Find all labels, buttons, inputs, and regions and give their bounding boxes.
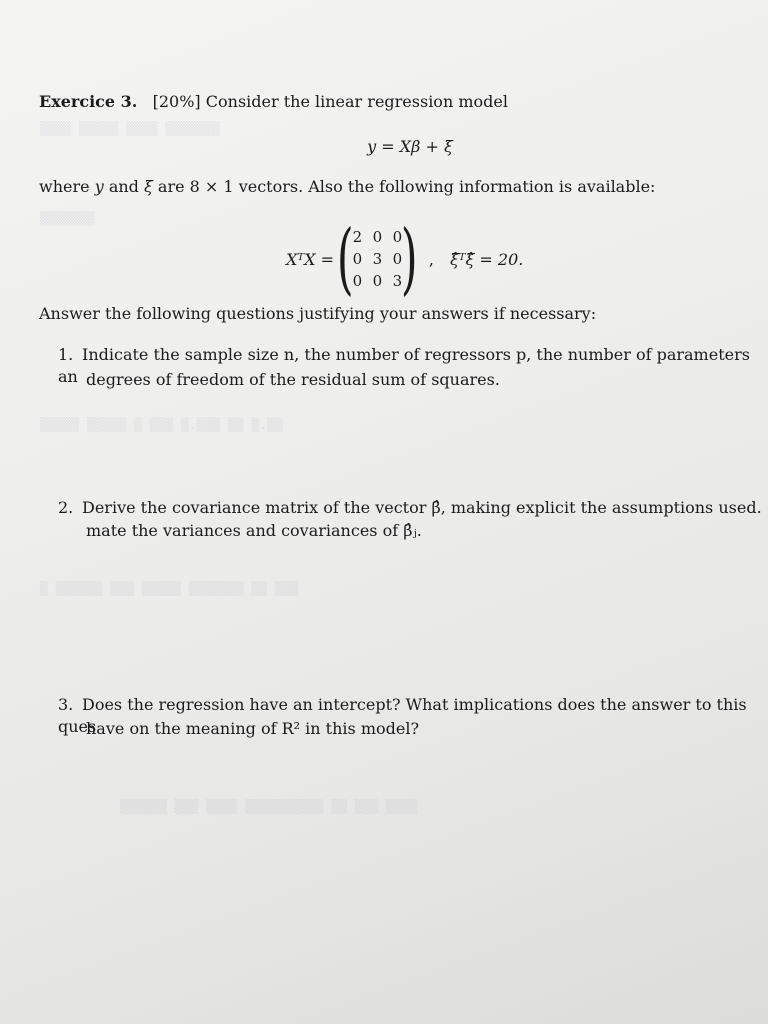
rss-value: ξ̂ᵀξ̂ = 20. [449, 249, 524, 269]
comma: , [428, 249, 434, 269]
where-word: where [39, 177, 90, 196]
exercise-heading-line [39, 92, 508, 112]
matrix-cell: 0 [372, 271, 383, 290]
right-paren: ) [401, 214, 419, 304]
xtx-label: XᵀX = [286, 249, 334, 269]
where-line [39, 177, 655, 197]
var-xi: ξ [144, 177, 153, 196]
matrix-cell: 0 [352, 271, 363, 290]
and-word: and [108, 177, 139, 196]
question-number: 3. [58, 695, 74, 714]
var-y: y [94, 177, 104, 196]
question-number: 2. [58, 498, 74, 517]
matrix-cell: 2 [352, 227, 363, 246]
question-text: Does the regression have an intercept? What implications does the answer to this ques [58, 695, 747, 736]
left-paren: ( [336, 214, 354, 304]
show-through-text: ▒▒▒▒▒▒ ▒▒▒ ▒▒▒▒ ▒▒▒▒▒▒▒▒▒▒ ▒▒ ▒▒▒ ▒▒▒▒ [120, 800, 418, 815]
show-through-text: ▒▒▒▒ ▒▒▒▒▒ ▒▒▒▒ ▒▒▒▒▒▒▒ [40, 122, 221, 137]
question-text: Derive the covariance matrix of the vector β̂, making explicit the assumptions used. [82, 498, 762, 517]
question-2-continued: mate the variances and covariances of β̂ⱼ. [86, 521, 422, 540]
question-1-continued: degrees of freedom of the residual sum of squares. [86, 370, 500, 389]
question-2 [58, 497, 762, 519]
matrix-cell: 0 [352, 249, 363, 268]
exercise-weight: [20%] [152, 92, 201, 111]
matrix-cell: 3 [392, 271, 403, 290]
question-number: 1. [58, 345, 74, 364]
show-through-text: ▒▒▒▒▒▒▒ [40, 212, 95, 227]
xtx-matrix [350, 228, 404, 291]
show-through-text: ▒▒▒▒▒ ▒▒▒▒▒ ▒ ▒▒▒ ▒.▒▒▒ ▒▒ ▒.▒▒ [40, 418, 283, 433]
model-equation: y = Xβ + ξ [367, 137, 453, 156]
where-rest: are 8 × 1 vectors. Also the following information is available: [157, 177, 656, 196]
question-text: Indicate the sample size n, the number of regressors p, the number of parameters an [58, 345, 750, 386]
question-3-continued: have on the meaning of R² in this model? [86, 719, 420, 738]
xtx-matrix-block [286, 214, 524, 304]
exercise-title: Exercice 3. [39, 92, 138, 111]
matrix-cell: 0 [392, 227, 403, 246]
instruction-line: Answer the following questions justifying your answers if necessary: [39, 304, 597, 323]
exercise-intro: Consider the linear regression model [205, 92, 508, 111]
matrix-cell: 0 [392, 249, 403, 268]
show-through-text: ▒ ▒▒▒▒▒▒ ▒▒▒ ▒▒▒▒▒ ▒▒▒▒▒▒▒ ▒▒ ▒▒▒ [40, 582, 299, 597]
matrix-cell: 0 [372, 227, 383, 246]
matrix-cell: 3 [372, 249, 383, 268]
